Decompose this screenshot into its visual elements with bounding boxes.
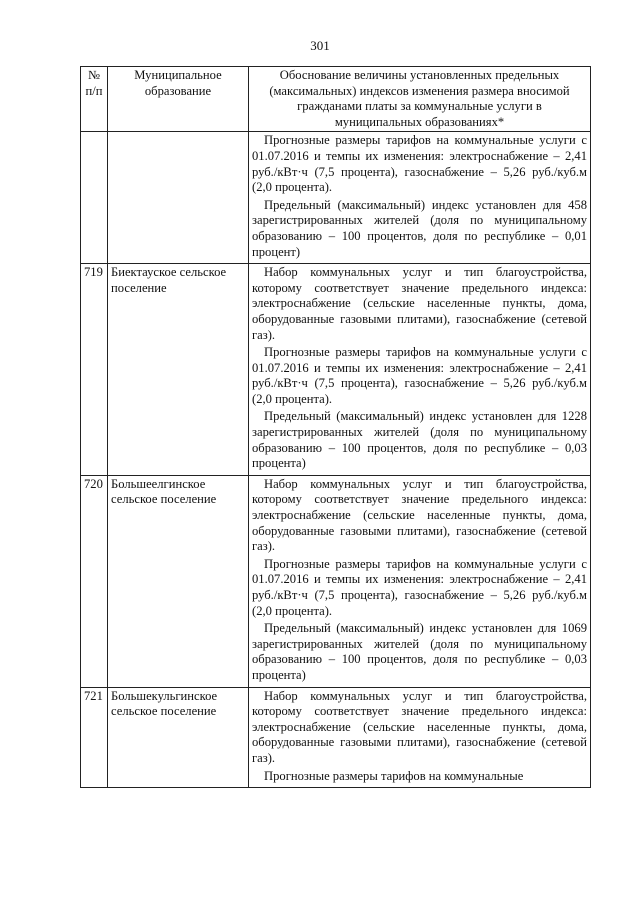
row-justification xyxy=(249,264,591,476)
row-municipality xyxy=(108,132,249,264)
row-number xyxy=(81,132,108,264)
justification-paragraph: Набор коммунальных услуг и тип благоустройства, которому соответствует значение предельного индекса: электроснабжение (сельские населенные пункты, дома, оборудованные газовыми плитами), газоснабжение (сетевой газ). xyxy=(252,476,587,554)
table-row xyxy=(81,475,591,687)
justification-paragraph: Прогнозные размеры тарифов на коммунальные услуги с 01.07.2016 и темпы их изменения: электроснабжение – 2,41 руб./кВт·ч (7,5 процента), газоснабжение – 5,26 руб./куб.м (2,0 процента). xyxy=(252,556,587,618)
row-justification xyxy=(249,687,591,788)
row-number: 720 xyxy=(81,475,108,687)
header-municipality: Муниципальное образование xyxy=(108,67,249,132)
page-number: 301 xyxy=(310,38,330,53)
justification-paragraph: Прогнозные размеры тарифов на коммунальные услуги с 01.07.2016 и темпы их изменения: электроснабжение – 2,41 руб./кВт·ч (7,5 процента), газоснабжение – 5,26 руб./куб.м (2,0 процента). xyxy=(252,345,587,406)
justification-paragraph: Прогнозные размеры тарифов на коммунальные xyxy=(264,768,524,783)
table-row xyxy=(81,264,591,476)
row-municipality: Большеелгинское сельское поселение xyxy=(108,475,249,687)
row-municipality: Биектауское сельское поселение xyxy=(108,264,249,476)
row-number: 721 xyxy=(81,687,108,788)
row-justification xyxy=(249,132,591,264)
table-row xyxy=(81,132,591,264)
justification-paragraph: Предельный (максимальный) индекс установлен для 1228 зарегистрированных жителей (доля по муниципальному образованию – 100 процентов, доля по республике – 0,03 процента) xyxy=(252,409,587,471)
table-row xyxy=(81,687,591,788)
justification-paragraph: Набор коммунальных услуг и тип благоустройства, которому соответствует значение предельного индекса: электроснабжение (сельские населенные пункты, дома, оборудованные газовыми плитами), газоснабжение (сетевой газ). xyxy=(252,688,587,765)
tariff-index-table xyxy=(80,66,591,788)
table-header-row xyxy=(81,67,591,132)
row-number: 719 xyxy=(81,264,108,476)
row-justification xyxy=(249,475,591,687)
justification-paragraph: Предельный (максимальный) индекс установлен для 1069 зарегистрированных жителей (доля по муниципальному образованию – 100 процентов, доля по республике – 0,03 процента) xyxy=(252,621,587,682)
header-justification: Обоснование величины установленных предельных (максимальных) индексов изменения размера вносимой гражданами платы за коммунальные услуги в муниципальных образованиях* xyxy=(249,67,591,132)
justification-paragraph: Прогнозные размеры тарифов на коммунальные услуги с 01.07.2016 и темпы их изменения: электроснабжение – 2,41 руб./кВт·ч (7,5 процента), газоснабжение – 5,26 руб./куб.м (2,0 процента). xyxy=(252,133,587,195)
justification-paragraph: Предельный (максимальный) индекс установлен для 458 зарегистрированных жителей (доля по муниципальному образованию – 100 процентов, доля по республике – 0,01 процент) xyxy=(252,197,587,259)
row-municipality: Большекульгинское сельское поселение xyxy=(108,687,249,788)
header-number: № п/п xyxy=(81,67,108,132)
justification-paragraph: Набор коммунальных услуг и тип благоустройства, которому соответствует значение предельного индекса: электроснабжение (сельские населенные пункты, дома, оборудованные газовыми плитами), газоснабжение (сетевой газ). xyxy=(252,265,587,342)
